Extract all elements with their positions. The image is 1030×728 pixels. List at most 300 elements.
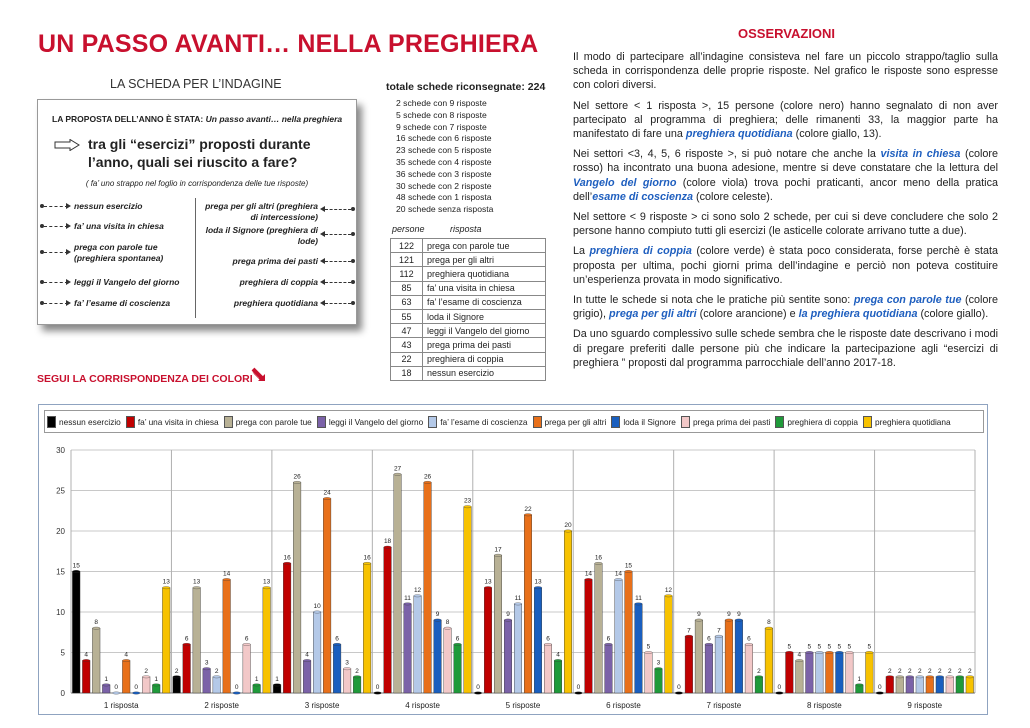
bar-value-label: 0 xyxy=(877,684,882,691)
bar-cap xyxy=(353,676,361,678)
persone-count: 18 xyxy=(391,366,423,380)
persone-count: 122 xyxy=(391,239,423,253)
bar-cap xyxy=(424,481,432,483)
left-option: prega con parole tue (preghiera spontanea) xyxy=(74,242,164,263)
legend-swatch xyxy=(224,416,233,428)
bar xyxy=(183,644,191,693)
y-tick-label: 30 xyxy=(56,446,65,455)
arrow-tip-icon xyxy=(66,223,71,229)
bar-value-label: 5 xyxy=(646,643,651,651)
category-label: 2 risposte xyxy=(204,701,240,710)
bar-value-label: 2 xyxy=(947,667,952,675)
bar xyxy=(333,644,341,693)
persone-count: 121 xyxy=(391,253,423,267)
persone-count: 22 xyxy=(391,352,423,366)
totale-row: 16 schede con 6 risposte xyxy=(396,133,492,144)
legend-label: prega con parole tue xyxy=(235,416,312,427)
persone-risposta: preghiera di coppia xyxy=(423,352,546,366)
dot-icon xyxy=(351,301,355,305)
bar xyxy=(765,628,773,693)
bar-value-label: 4 xyxy=(124,651,129,659)
bar-value-label: 6 xyxy=(606,635,611,643)
bar-value-label: 0 xyxy=(677,684,681,691)
bar xyxy=(434,620,442,693)
bar-value-label: 16 xyxy=(363,554,371,562)
arrow-right-icon xyxy=(54,139,80,151)
bar-cap xyxy=(233,692,241,694)
bar xyxy=(745,644,753,693)
bar-cap xyxy=(866,651,874,653)
bar xyxy=(343,669,351,693)
bar xyxy=(404,604,412,693)
bar-cap xyxy=(725,619,733,621)
bar-value-label: 13 xyxy=(162,578,170,586)
totale-row: 48 schede con 1 risposta xyxy=(396,192,492,203)
right-option: preghiera quotidiana xyxy=(233,298,318,308)
persone-row xyxy=(391,366,546,380)
bar-value-label: 6 xyxy=(455,635,460,643)
legend-label: loda il Signore xyxy=(623,416,676,427)
bar-cap xyxy=(122,659,130,661)
bar-cap xyxy=(504,619,512,621)
bar-cap xyxy=(414,595,422,597)
bar xyxy=(715,636,723,693)
bar-cap xyxy=(946,676,954,678)
bar-cap xyxy=(575,692,583,694)
bar-cap xyxy=(514,603,522,605)
legend-item xyxy=(428,416,527,428)
persone-row xyxy=(391,338,546,352)
bar xyxy=(494,555,502,693)
legend-label: nessun esercizio xyxy=(59,416,121,427)
legend-swatch xyxy=(681,416,690,428)
bar-value-label: 0 xyxy=(476,684,480,691)
persone-row xyxy=(391,352,546,366)
bar-value-label: 11 xyxy=(404,594,411,602)
bar-value-label: 5 xyxy=(847,643,852,651)
bar-value-label: 4 xyxy=(84,651,89,659)
bar-cap xyxy=(293,481,301,483)
persone-count: 47 xyxy=(391,324,423,338)
bar-cap xyxy=(755,676,763,678)
legend-label: fa’ una visita in chiesa xyxy=(137,416,219,427)
bar-value-label: 2 xyxy=(907,667,912,675)
bar-cap xyxy=(705,643,713,645)
bar-value-label: 2 xyxy=(897,667,902,675)
legend-item xyxy=(317,416,423,428)
bar-cap xyxy=(213,676,221,678)
oss-paragraph: Nei settori <3, 4, 5, 6 risposte >, si può notare che anche la visita in chiesa (colore rosso) ha incontrato una buona adesione, mentre si deve constatare che la lettura del Vangelo del giorno (colore viola) trova pochi praticanti, ancor meno della pratica dell’esame di coscienza (colore celeste). xyxy=(573,148,998,203)
persone-count: 55 xyxy=(391,309,423,323)
bar xyxy=(816,653,824,694)
bar-cap xyxy=(283,562,291,564)
bar-cap xyxy=(695,619,703,621)
arrow-tip-icon xyxy=(320,300,325,306)
right-option: preghiera di coppia xyxy=(239,277,318,287)
bar xyxy=(293,482,301,693)
bar xyxy=(826,653,834,694)
totale-row: 35 schede con 4 risposte xyxy=(396,156,492,167)
bar-value-label: 2 xyxy=(927,667,932,675)
bar-value-label: 0 xyxy=(576,684,581,691)
bar xyxy=(946,677,954,693)
bar xyxy=(534,588,542,693)
bar xyxy=(725,620,733,693)
bar xyxy=(906,677,914,693)
bar xyxy=(655,669,663,693)
bar-value-label: 16 xyxy=(594,554,603,562)
totale-row: 2 schede con 9 risposte xyxy=(396,98,487,108)
bar xyxy=(353,677,361,693)
legend-item xyxy=(775,416,858,428)
bar-value-label: 6 xyxy=(184,635,189,643)
bar-value-label: 11 xyxy=(514,594,522,602)
category-label: 9 risposte xyxy=(907,701,943,710)
bar-value-label: 4 xyxy=(797,651,802,659)
bar-value-label: 0 xyxy=(134,684,139,691)
persone-count: 63 xyxy=(391,295,423,309)
bar-cap xyxy=(273,684,281,686)
bar-value-label: 15 xyxy=(72,562,80,570)
bar xyxy=(544,644,552,693)
bar-value-label: 11 xyxy=(635,594,642,602)
bar-value-label: 1 xyxy=(857,675,862,683)
bar-cap xyxy=(856,684,864,686)
scheda-card xyxy=(37,99,357,325)
dashed-line xyxy=(44,226,68,227)
persone-row xyxy=(391,267,546,281)
scheda-heading: LA SCHEDA PER L’INDAGINE xyxy=(110,77,282,91)
bar-value-label: 1 xyxy=(154,675,159,683)
bar-value-label: 8 xyxy=(94,619,99,627)
legend-item xyxy=(47,416,121,428)
arrow-tip-icon xyxy=(320,258,325,264)
bar-cap xyxy=(363,562,371,564)
bar-value-label: 0 xyxy=(375,684,380,691)
left-option: fa’ una visita in chiesa xyxy=(74,221,164,231)
persone-row xyxy=(391,281,546,295)
bar-cap xyxy=(926,676,934,678)
bar xyxy=(685,636,693,693)
right-option: loda il Signore (preghiera di lode) xyxy=(205,225,318,246)
bar-value-label: 4 xyxy=(305,651,309,659)
bar-cap xyxy=(544,643,552,645)
arrow-tip-icon xyxy=(320,206,325,212)
y-tick-label: 0 xyxy=(60,689,65,698)
bar-value-label: 18 xyxy=(383,538,392,546)
persone-count: 112 xyxy=(391,267,423,281)
dot-icon xyxy=(351,259,355,263)
arrow-tip-icon xyxy=(66,279,71,285)
bar-cap xyxy=(796,659,804,661)
totale-row: 23 schede con 5 risposte xyxy=(396,145,492,156)
totale-row: 36 schede con 3 risposte xyxy=(396,168,492,179)
dashed-line xyxy=(325,282,351,283)
bar-value-label: 9 xyxy=(697,611,701,619)
bar xyxy=(122,661,130,693)
scheda-note: ( fa’ uno strappo nel foglio in corrispondenza delle tue risposte) xyxy=(85,179,309,188)
oss-paragraph: Il modo di partecipare all’indagine consisteva nel fare un piccolo strappo/taglio sulla scheda in corrispondenza delle proprie risposte. Nel grafico le risposte sono espresse con colori diversi. xyxy=(573,51,998,92)
legend-item xyxy=(126,416,219,428)
bar-cap xyxy=(786,651,794,653)
bar-value-label: 0 xyxy=(777,684,782,691)
bar xyxy=(926,677,934,693)
bar xyxy=(92,628,100,693)
bar-value-label: 5 xyxy=(827,643,832,651)
bar-value-label: 15 xyxy=(624,562,633,570)
arrow-tip-icon xyxy=(320,279,325,285)
legend-label: preghiera quotidiana xyxy=(875,416,951,427)
legend-item xyxy=(224,416,312,428)
bar xyxy=(886,677,894,693)
persone-risposta: prega prima dei pasti xyxy=(423,338,546,352)
bar-value-label: 6 xyxy=(335,635,339,643)
left-option: nessun esercizio xyxy=(74,201,143,211)
bar-value-label: 3 xyxy=(345,659,349,667)
bar-value-label: 27 xyxy=(393,465,402,473)
bar-value-label: 9 xyxy=(727,611,731,619)
bar-cap xyxy=(966,676,974,678)
bar-chart xyxy=(38,404,988,715)
bar-cap xyxy=(665,595,673,597)
bar-cap xyxy=(675,692,683,694)
bar xyxy=(444,628,452,693)
bar-value-label: 24 xyxy=(323,489,331,497)
bar-cap xyxy=(404,603,412,605)
bar xyxy=(836,653,844,694)
bar-value-label: 20 xyxy=(564,522,572,529)
divider xyxy=(195,198,196,318)
persone-table xyxy=(390,238,546,381)
segui-label: SEGUI LA CORRISPONDENZA DEI COLORI xyxy=(37,373,253,385)
bar-cap xyxy=(374,692,382,694)
col-persone: persone xyxy=(392,224,425,234)
legend-label: prega per gli altri xyxy=(544,416,607,427)
bar xyxy=(966,677,974,693)
bar-value-label: 14 xyxy=(223,570,231,578)
persone-row xyxy=(391,309,546,323)
bar-value-label: 2 xyxy=(957,667,962,675)
bar xyxy=(896,677,904,693)
bar xyxy=(263,588,271,693)
bar-cap xyxy=(685,635,693,637)
bar-cap xyxy=(243,643,251,645)
bar xyxy=(936,677,944,693)
persone-risposta: nessun esercizio xyxy=(423,366,546,380)
bar xyxy=(595,563,603,693)
bar-cap xyxy=(765,627,773,629)
bar xyxy=(564,531,572,693)
bar-cap xyxy=(343,668,351,670)
bar xyxy=(956,677,964,693)
bar-cap xyxy=(263,587,271,589)
bar xyxy=(72,572,80,694)
bar xyxy=(514,604,522,693)
bar-value-label: 6 xyxy=(546,635,550,643)
bar xyxy=(363,563,371,693)
bar xyxy=(735,620,743,693)
bar xyxy=(424,482,432,693)
bar-value-label: 7 xyxy=(687,627,691,635)
bar-value-label: 0 xyxy=(234,684,239,691)
dot-icon xyxy=(351,280,355,284)
bar-cap xyxy=(846,651,854,653)
bar-value-label: 12 xyxy=(664,586,673,594)
bar-value-label: 1 xyxy=(275,675,279,683)
bar-cap xyxy=(434,619,442,621)
legend-label: prega prima dei pasti xyxy=(692,416,771,427)
arrow-down-right-icon xyxy=(250,366,268,384)
bar-cap xyxy=(554,659,562,661)
bar-cap xyxy=(142,676,150,678)
bar xyxy=(695,620,703,693)
oss-paragraph: In tutte le schede si nota che le pratiche più sentite sono: prega con parole tue (colore grigio), prega per gli altri (colore arancione) e la preghiera quotidiana (colore giallo). xyxy=(573,294,998,321)
bar-value-label: 1 xyxy=(104,675,109,683)
bar-cap xyxy=(162,587,170,589)
persone-count: 85 xyxy=(391,281,423,295)
bar-value-label: 2 xyxy=(174,667,179,675)
legend-swatch xyxy=(126,416,135,428)
category-label: 7 risposte xyxy=(706,701,742,710)
bar-value-label: 9 xyxy=(506,611,510,619)
bar-cap xyxy=(816,651,824,653)
oss-paragraph: Da uno sguardo complessivo sulle schede sembra che le risposte date descrivano i modi di pregare preferiti dalle persone più che indicare la partecipazione agli “esercizi di preghiera ” proposti dal programma parrocchiale dell’anno 2017-18. xyxy=(573,328,998,369)
bar-cap xyxy=(132,692,140,694)
category-label: 6 risposte xyxy=(606,701,641,710)
bar-value-label: 2 xyxy=(887,667,892,675)
bar-cap xyxy=(595,562,603,564)
bar-value-label: 17 xyxy=(494,546,502,554)
osservazioni-text xyxy=(573,50,998,376)
bar xyxy=(173,677,181,693)
bar-cap xyxy=(494,554,502,556)
bar-value-label: 5 xyxy=(837,643,842,651)
bar xyxy=(193,588,201,693)
bar-value-label: 10 xyxy=(313,603,321,610)
persone-risposta: prega per gli altri xyxy=(423,253,546,267)
bar xyxy=(665,596,673,693)
persone-count: 43 xyxy=(391,338,423,352)
category-label: 8 risposte xyxy=(806,701,842,710)
oss-paragraph: Nel settore < 9 risposte > ci sono solo 2 schede, per cui si deve concludere che solo 2 persone hanno compiuto tutti gli esercizi (le asticelle colorate arrivano tutte a due). xyxy=(573,211,998,238)
bar-value-label: 5 xyxy=(817,643,822,651)
totale-row: 30 schede con 2 risposte xyxy=(396,180,492,191)
legend-label: leggi il Vangelo del giorno xyxy=(328,416,424,427)
bar-cap xyxy=(806,651,814,653)
bar-value-label: 26 xyxy=(293,473,301,481)
bar-value-label: 2 xyxy=(757,667,761,675)
bar-value-label: 13 xyxy=(484,578,492,586)
bar-cap xyxy=(605,643,613,645)
bar-value-label: 23 xyxy=(463,497,472,505)
legend-swatch xyxy=(863,416,872,428)
bar-cap xyxy=(615,578,623,580)
arrow-tip-icon xyxy=(66,300,71,306)
bar xyxy=(796,661,804,693)
bar xyxy=(303,661,311,693)
bar-cap xyxy=(534,587,542,589)
chart-plot xyxy=(39,435,989,715)
bar-value-label: 16 xyxy=(283,554,291,562)
persone-row xyxy=(391,253,546,267)
legend-swatch xyxy=(611,416,620,428)
bar xyxy=(755,677,763,693)
bar-cap xyxy=(956,676,964,678)
right-option: prega per gli altri (preghiera di intercessione) xyxy=(205,201,318,222)
bar xyxy=(786,653,794,694)
bar xyxy=(323,499,331,693)
y-tick-label: 25 xyxy=(56,486,65,496)
oss-paragraph: Nel settore < 1 risposta >, 15 persone (colore nero) hanno segnalato di non aver partecipato al programma di preghiera; delle rimanenti 33, la maggior parte ha manifestato di fare una preghiera quotidiana (colore giallo, 13). xyxy=(573,99,998,141)
bar xyxy=(916,677,924,693)
legend-swatch xyxy=(47,416,56,428)
bar xyxy=(142,677,150,693)
category-label: 3 risposte xyxy=(304,701,340,710)
bar-cap xyxy=(152,684,160,686)
bar-cap xyxy=(936,676,944,678)
category-label: 1 risposta xyxy=(103,701,139,710)
persone-header xyxy=(392,224,542,234)
bar-value-label: 3 xyxy=(204,659,209,667)
totale-heading: totale schede riconsegnate: 224 xyxy=(386,81,546,93)
bar xyxy=(635,604,643,693)
page-title: UN PASSO AVANTI… NELLA PREGHIERA xyxy=(38,30,539,58)
bar xyxy=(464,507,472,693)
bar-cap xyxy=(72,570,80,572)
scheda-intro xyxy=(52,114,342,124)
dashed-line xyxy=(325,234,351,235)
dashed-line xyxy=(44,282,68,283)
left-option: leggi il Vangelo del giorno xyxy=(74,277,180,287)
bar-value-label: 1 xyxy=(254,675,259,683)
bar-cap xyxy=(384,546,392,548)
bar-value-label: 8 xyxy=(767,619,771,627)
persone-risposta: fa’ una visita in chiesa xyxy=(423,281,546,295)
bar-value-label: 2 xyxy=(937,667,942,675)
bar-value-label: 22 xyxy=(524,505,532,513)
totale-row: 5 schede con 8 risposte xyxy=(396,109,487,120)
bar-cap xyxy=(836,651,844,653)
totale-list xyxy=(396,98,493,216)
bar-value-label: 5 xyxy=(807,643,812,651)
bar xyxy=(283,563,291,693)
bar-value-label: 6 xyxy=(244,635,249,643)
bar xyxy=(806,653,814,694)
bar-cap xyxy=(303,659,311,661)
oss-paragraph: La preghiera di coppia (colore verde) è stata poco considerata, forse perchè è stata proposta per ultima, pochi giorni prima dell’indagine e perciò non poteva costituire un’esperienza provata in modo significativo. xyxy=(573,245,998,286)
dashed-line xyxy=(325,209,351,210)
bar xyxy=(223,580,231,693)
bar-cap xyxy=(585,578,593,580)
bar xyxy=(605,644,613,693)
dot-icon xyxy=(351,207,355,211)
bar-cap xyxy=(564,530,572,532)
bar-value-label: 2 xyxy=(967,667,972,675)
bar-cap xyxy=(876,692,884,694)
bar-value-label: 5 xyxy=(787,643,792,651)
legend-label: fa’ l’esame di coscienza xyxy=(440,416,528,427)
persone-row xyxy=(391,324,546,338)
persone-row xyxy=(391,295,546,309)
scheda-question: tra gli “esercizi” proposti durante l’anno, quali sei riuscito a fare? xyxy=(88,136,311,170)
bar xyxy=(585,580,593,693)
chart-legend xyxy=(44,410,984,433)
bar-cap xyxy=(313,611,321,613)
bar-cap xyxy=(183,643,191,645)
persone-risposta: prega con parole tue xyxy=(423,239,546,253)
bar-cap xyxy=(223,578,231,580)
bar xyxy=(615,580,623,693)
